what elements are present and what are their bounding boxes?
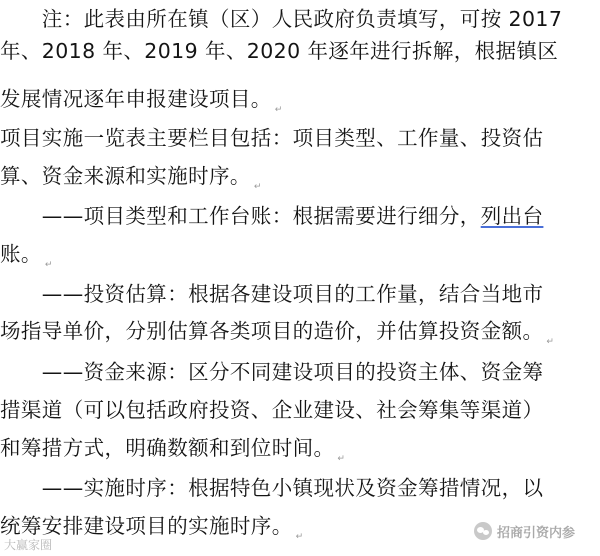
paragraph-mark: ↵	[44, 260, 53, 270]
doc-line-8-text: ——投资估算：根据各建设项目的工作量，结合当地市	[0, 282, 544, 306]
doc-line-4-text: 项目实施一览表主要栏目包括：项目类型、工作量、投资估	[0, 126, 544, 150]
doc-line-14-text: 统筹安排建设项目的实施时序。	[0, 514, 293, 538]
paragraph-mark: ↵	[546, 337, 554, 347]
watermark-left	[4, 536, 52, 553]
doc-line-13	[0, 475, 543, 501]
paragraph-mark: ↵	[295, 532, 304, 542]
doc-line-12	[0, 435, 345, 472]
doc-line-2-text: 年、2018 年、2019 年、2020 年逐年进行拆解，根据镇区	[0, 39, 559, 63]
doc-line-7-text: 账。	[0, 242, 42, 266]
doc-line-3-text: 发展情况逐年申报建设项目。	[0, 87, 272, 111]
doc-line-6	[0, 203, 543, 229]
doc-line-6-text: ——项目类型和工作台账：根据需要进行细分，	[0, 204, 481, 228]
doc-line-2	[0, 38, 558, 64]
underlined-text: 列出台	[480, 204, 544, 228]
doc-line-13-text: ——实施时序：根据特色小镇现状及资金筹措情况，以	[0, 476, 544, 500]
paragraph-mark: ↵	[253, 182, 262, 192]
doc-line-5	[0, 163, 261, 200]
doc-line-1	[0, 6, 562, 32]
watermark-left-text: 大赢家圈	[4, 538, 53, 552]
doc-line-1-text: 注：此表由所在镇（区）人民政府负责填写，可按 2017	[0, 7, 563, 31]
paragraph-mark: ↵	[274, 105, 283, 115]
wechat-icon	[474, 522, 492, 540]
doc-line-8	[0, 281, 543, 307]
doc-line-4	[0, 125, 543, 151]
watermark-right	[474, 521, 575, 541]
doc-line-12-text: 和筹措方式，明确数额和到位时间。	[0, 436, 335, 460]
doc-line-9-text: 场指导单价，分别估算各类项目的造价，并估算投资金额。	[0, 319, 544, 343]
doc-line-5-text: 算、资金来源和实施时序。	[0, 164, 251, 188]
paragraph-mark: ↵	[337, 454, 345, 464]
watermark-right-text: 招商引资内参	[497, 525, 576, 541]
doc-line-7	[0, 241, 52, 278]
doc-line-9	[0, 318, 554, 355]
doc-line-3	[0, 86, 282, 123]
doc-line-10	[0, 359, 543, 385]
doc-line-10-text: ——资金来源：区分不同建设项目的投资主体、资金筹	[0, 360, 544, 384]
doc-line-11	[0, 397, 543, 423]
doc-line-11-text: 措渠道（可以包括政府投资、企业建设、社会筹集等渠道）	[0, 398, 544, 422]
